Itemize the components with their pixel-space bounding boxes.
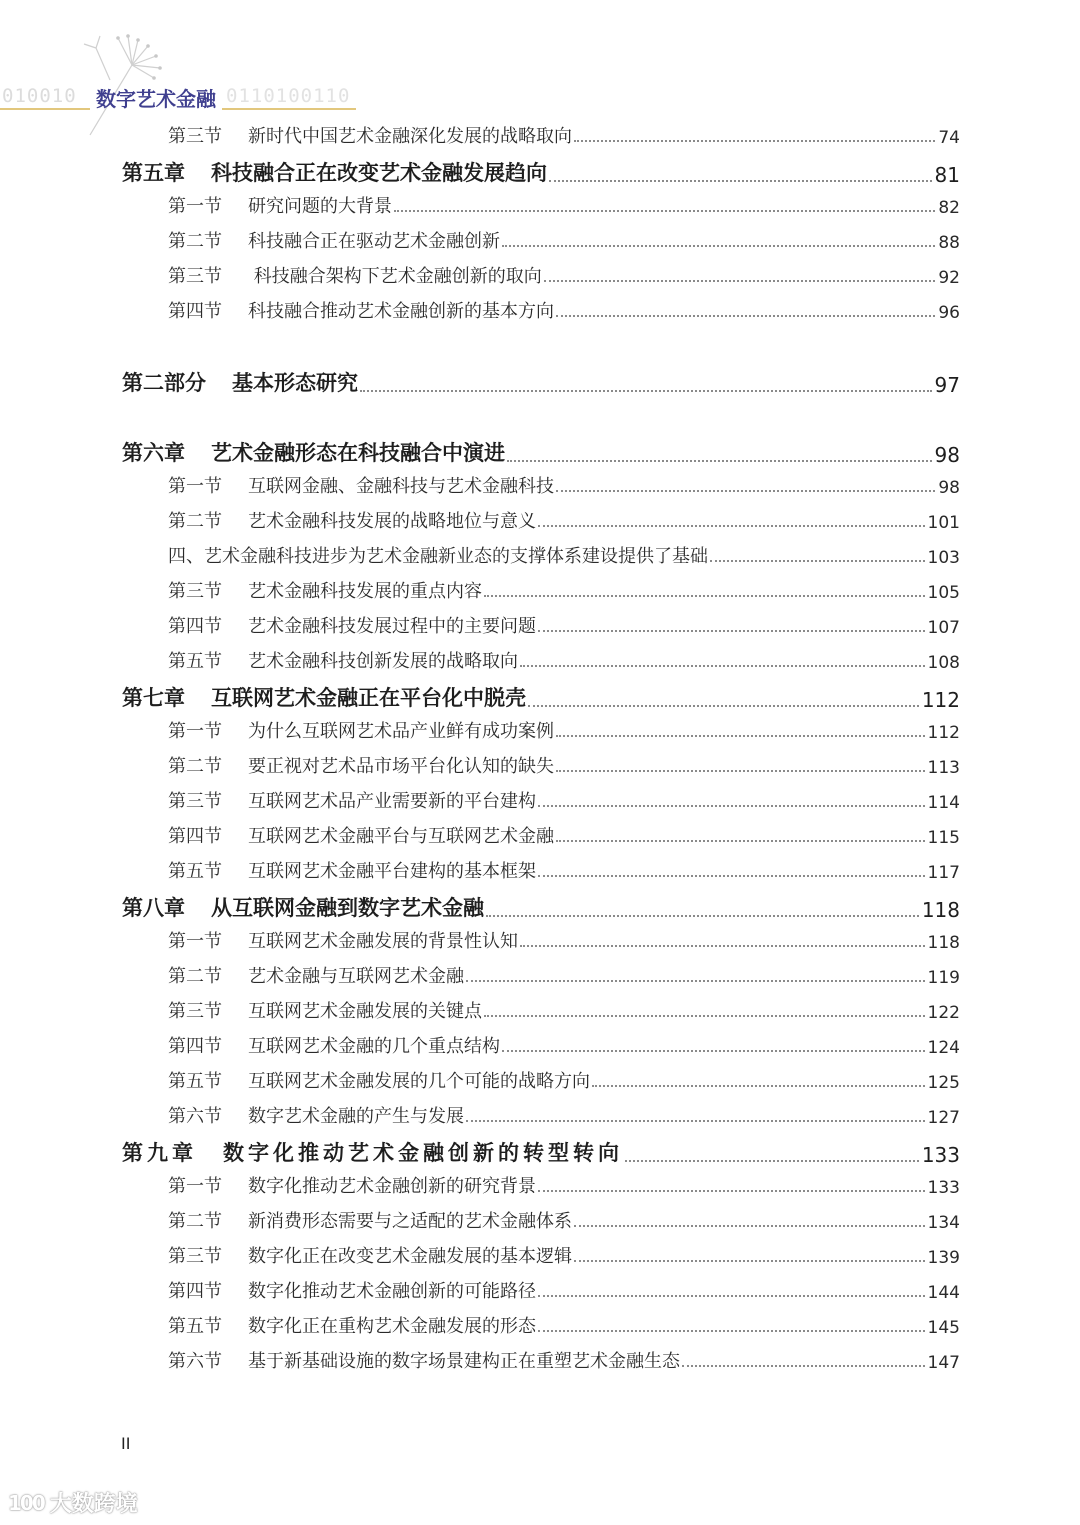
toc-chapter-entry[interactable] <box>122 1137 960 1167</box>
toc-section-entry[interactable] <box>168 962 960 988</box>
toc-page-number: 98 <box>934 443 960 467</box>
dot-leader <box>544 280 936 282</box>
section-label: 第三节 <box>168 791 222 812</box>
section-title: 研究问题的大背景 <box>248 196 392 217</box>
dot-leader <box>556 770 925 772</box>
toc-section-entry[interactable] <box>168 192 960 218</box>
toc-page-number: 119 <box>927 968 960 988</box>
section-label: 第六节 <box>168 1106 222 1127</box>
dot-leader <box>502 245 935 247</box>
toc-page-number: 122 <box>927 1003 960 1023</box>
dot-leader <box>538 630 925 632</box>
section-title: 基于新基础设施的数字场景建构正在重塑艺术金融生态 <box>248 1351 680 1372</box>
toc-entry-text <box>168 227 500 253</box>
toc-page-number: 97 <box>934 373 960 397</box>
dot-leader <box>710 560 925 562</box>
section-title: 新时代中国艺术金融深化发展的战略取向 <box>248 126 572 147</box>
header-rule-left <box>0 108 90 110</box>
section-label: 第四节 <box>168 1036 222 1057</box>
section-title: 艺术金融与互联网艺术金融 <box>248 966 464 987</box>
toc-page-number: 101 <box>927 513 960 533</box>
toc-section-entry[interactable] <box>168 1032 960 1058</box>
toc-section-entry[interactable] <box>168 647 960 673</box>
dot-leader <box>574 1225 925 1227</box>
toc-section-entry[interactable] <box>168 857 960 883</box>
toc-section-entry[interactable] <box>168 577 960 603</box>
section-label: 第三节 <box>168 266 222 287</box>
section-title: 艺术金融科技发展过程中的主要问题 <box>248 616 536 637</box>
section-label: 第三节 <box>168 1246 222 1267</box>
toc-section-entry[interactable] <box>168 787 960 813</box>
section-label: 第一节 <box>168 476 222 497</box>
toc-page-number: 112 <box>927 723 960 743</box>
toc-entry-text <box>168 262 542 288</box>
chapter-title: 从互联网金融到数字艺术金融 <box>211 896 484 920</box>
toc-entry-text <box>168 1242 572 1268</box>
toc-page-number: 134 <box>927 1213 960 1233</box>
toc-entry-text <box>122 682 526 712</box>
section-title: 艺术金融科技发展的战略地位与意义 <box>248 511 536 532</box>
watermark-text: 大数跨境 <box>49 1492 138 1517</box>
chapter-title: 互联网艺术金融正在平台化中脱壳 <box>211 686 526 710</box>
section-label: 第二节 <box>168 231 222 252</box>
toc-entry-text <box>168 1032 500 1058</box>
toc-section-entry[interactable] <box>168 1207 960 1233</box>
toc-page-number: 105 <box>927 583 960 603</box>
toc-section-entry[interactable] <box>168 1242 960 1268</box>
toc-entry-text <box>122 1137 623 1167</box>
chapter-label: 第六章 <box>122 441 185 465</box>
toc-page-number: 117 <box>927 863 960 883</box>
dot-leader <box>484 595 925 597</box>
watermark <box>8 1487 138 1518</box>
section-label: 第三节 <box>168 1001 222 1022</box>
toc-section-entry[interactable] <box>168 997 960 1023</box>
toc-section-entry[interactable] <box>168 262 960 288</box>
dot-leader <box>556 840 925 842</box>
section-label: 第六节 <box>168 1351 222 1372</box>
section-label: 第三节 <box>168 581 222 602</box>
section-label: 第一节 <box>168 1176 222 1197</box>
toc-entry-text <box>168 192 392 218</box>
section-title: 新消费形态需要与之适配的艺术金融体系 <box>248 1211 572 1232</box>
toc-entry-text <box>168 297 554 323</box>
toc-entry-text <box>168 997 482 1023</box>
dot-leader <box>520 665 925 667</box>
section-label: 第三节 <box>168 126 222 147</box>
toc-chapter-entry[interactable] <box>122 437 960 467</box>
section-title: 数字化推动艺术金融创新的研究背景 <box>248 1176 536 1197</box>
toc-section-entry[interactable] <box>168 122 960 148</box>
toc-section-entry[interactable] <box>168 472 960 498</box>
toc-section-entry[interactable] <box>168 612 960 638</box>
dot-leader <box>556 490 935 492</box>
toc-entry-text <box>168 1347 680 1373</box>
toc-page-number: 124 <box>927 1038 960 1058</box>
toc-chapter-entry[interactable] <box>122 367 960 397</box>
dot-leader <box>538 1190 925 1192</box>
dot-leader <box>682 1365 925 1367</box>
running-header <box>0 30 450 120</box>
section-title: 互联网艺术金融发展的几个可能的战略方向 <box>248 1071 590 1092</box>
section-title: 为什么互联网艺术品产业鲜有成功案例 <box>248 721 554 742</box>
toc-entry-text <box>168 577 482 603</box>
chapter-title: 艺术金融形态在科技融合中演进 <box>211 441 505 465</box>
section-title: 四、艺术金融科技进步为艺术金融新业态的支撑体系建设提供了基础 <box>168 546 708 567</box>
toc-section-entry[interactable] <box>168 1102 960 1128</box>
section-title: 互联网艺术品产业需要新的平台建构 <box>248 791 536 812</box>
toc-entry-text <box>168 122 572 148</box>
section-title: 科技融合推动艺术金融创新的基本方向 <box>248 301 554 322</box>
header-rule-right <box>222 108 356 110</box>
toc-entry-text <box>168 857 536 883</box>
chapter-label: 第七章 <box>122 686 185 710</box>
section-label: 第五节 <box>168 861 222 882</box>
section-title: 科技融合正在驱动艺术金融创新 <box>248 231 500 252</box>
toc-section-entry[interactable] <box>168 1067 960 1093</box>
chapter-title: 科技融合正在改变艺术金融发展趋向 <box>211 161 547 185</box>
toc-section-entry[interactable] <box>168 1347 960 1373</box>
toc-section-entry[interactable] <box>168 752 960 778</box>
toc-page-number: 108 <box>927 653 960 673</box>
binary-decoration-right: 0110100110 <box>226 85 351 107</box>
section-title: 数字化正在改变艺术金融发展的基本逻辑 <box>248 1246 572 1267</box>
toc-entry-text <box>168 787 536 813</box>
section-title: 科技融合架构下艺术金融创新的取向 <box>248 266 542 287</box>
toc-entry-text <box>168 1207 572 1233</box>
toc-section-entry[interactable] <box>168 717 960 743</box>
section-label: 第五节 <box>168 1071 222 1092</box>
section-label: 第一节 <box>168 721 222 742</box>
toc-page-number: 81 <box>934 163 960 187</box>
dot-leader <box>466 980 925 982</box>
section-label: 第二节 <box>168 511 222 532</box>
dot-leader <box>520 945 925 947</box>
toc-chapter-entry[interactable] <box>122 157 960 187</box>
section-title: 互联网艺术金融平台与互联网艺术金融 <box>248 826 554 847</box>
binary-decoration-left: 010010 <box>2 85 77 107</box>
section-title: 互联网艺术金融发展的背景性认知 <box>248 931 518 952</box>
toc-entry-text <box>168 822 554 848</box>
toc-page-number: 113 <box>927 758 960 778</box>
section-title: 互联网艺术金融平台建构的基本框架 <box>248 861 536 882</box>
toc-page-number: 147 <box>927 1353 960 1373</box>
toc-page-number: 125 <box>927 1073 960 1093</box>
section-label: 第四节 <box>168 616 222 637</box>
toc-page-number: 88 <box>938 233 960 253</box>
dot-leader <box>592 1085 925 1087</box>
section-label: 第一节 <box>168 196 222 217</box>
section-label: 第二节 <box>168 1211 222 1232</box>
dot-leader <box>549 180 932 182</box>
chapter-label: 第八章 <box>122 896 185 920</box>
toc-entry-text <box>168 962 464 988</box>
section-title: 数字化推动艺术金融创新的可能路径 <box>248 1281 536 1302</box>
dot-leader <box>538 805 925 807</box>
toc-page-number: 96 <box>938 303 960 323</box>
toc-entry-text <box>168 612 536 638</box>
section-label: 第四节 <box>168 1281 222 1302</box>
toc-entry-text <box>168 1102 464 1128</box>
dot-leader <box>556 315 935 317</box>
toc-entry-text <box>168 472 554 498</box>
chapter-label: 第五章 <box>122 161 185 185</box>
section-title: 互联网金融、金融科技与艺术金融科技 <box>248 476 554 497</box>
toc-section-entry[interactable] <box>168 927 960 953</box>
toc-page-number: 144 <box>927 1283 960 1303</box>
dot-leader <box>360 390 932 392</box>
toc-page-number: 118 <box>927 933 960 953</box>
chapter-title: 数字化推动艺术金融创新的转型转向 <box>223 1141 623 1165</box>
toc-section-entry[interactable] <box>168 1312 960 1338</box>
dot-leader <box>538 525 925 527</box>
toc-entry-text <box>168 647 518 673</box>
section-label: 第五节 <box>168 1316 222 1337</box>
toc-entry-text <box>168 927 518 953</box>
dot-leader <box>556 735 925 737</box>
section-title: 数字艺术金融的产生与发展 <box>248 1106 464 1127</box>
toc-entry-text <box>122 157 547 187</box>
toc-chapter-entry[interactable] <box>122 682 960 712</box>
section-label: 第五节 <box>168 651 222 672</box>
toc-entry-text <box>168 1277 536 1303</box>
book-title: 数字艺术金融 <box>96 87 216 111</box>
dot-leader <box>466 1120 925 1122</box>
toc-chapter-entry[interactable] <box>122 892 960 922</box>
toc-entry-text <box>168 542 708 568</box>
watermark-logo-icon: 100 <box>8 1490 44 1515</box>
dot-leader <box>574 140 935 142</box>
chapter-label: 第二部分 <box>122 371 206 395</box>
toc-page-number: 133 <box>927 1178 960 1198</box>
toc-section-entry[interactable] <box>168 542 960 568</box>
toc-page-number: 92 <box>938 268 960 288</box>
toc-entry-text <box>168 1172 536 1198</box>
section-label: 第四节 <box>168 301 222 322</box>
toc-page-number: 139 <box>927 1248 960 1268</box>
toc-page-number: 114 <box>927 793 960 813</box>
toc-entry-text <box>122 437 505 467</box>
toc-entry-text <box>168 1312 536 1338</box>
chapter-label: 第九章 <box>122 1141 197 1165</box>
toc-entry-text <box>122 367 358 397</box>
toc-page-number: 103 <box>927 548 960 568</box>
section-label: 第一节 <box>168 931 222 952</box>
toc-page-number: 115 <box>927 828 960 848</box>
toc-section-entry[interactable] <box>168 1172 960 1198</box>
dot-leader <box>502 1050 925 1052</box>
dot-leader <box>625 1160 919 1162</box>
page-number: II <box>121 1434 131 1453</box>
toc-page-number: 118 <box>921 898 960 922</box>
chapter-title: 基本形态研究 <box>232 371 358 395</box>
dot-leader <box>538 875 925 877</box>
dot-leader <box>528 705 919 707</box>
section-title: 互联网艺术金融的几个重点结构 <box>248 1036 500 1057</box>
toc-section-entry[interactable] <box>168 822 960 848</box>
toc-section-entry[interactable] <box>168 1277 960 1303</box>
toc-section-entry[interactable] <box>168 507 960 533</box>
section-label: 第二节 <box>168 756 222 777</box>
toc-page-number: 74 <box>938 128 960 148</box>
section-title: 要正视对艺术品市场平台化认知的缺失 <box>248 756 554 777</box>
dot-leader <box>484 1015 925 1017</box>
dot-leader <box>394 210 935 212</box>
toc-page-number: 82 <box>938 198 960 218</box>
section-title: 互联网艺术金融发展的关键点 <box>248 1001 482 1022</box>
toc-section-entry[interactable] <box>168 227 960 253</box>
toc-section-entry[interactable] <box>168 297 960 323</box>
toc-entry-text <box>168 507 536 533</box>
toc-entry-text <box>168 752 554 778</box>
dot-leader <box>507 460 932 462</box>
toc-page-number: 107 <box>927 618 960 638</box>
dot-leader <box>538 1330 925 1332</box>
toc-page-number: 145 <box>927 1318 960 1338</box>
toc-page-number: 112 <box>921 688 960 712</box>
toc-page-number: 133 <box>921 1143 960 1167</box>
toc-entry-text <box>122 892 484 922</box>
section-label: 第二节 <box>168 966 222 987</box>
section-title: 数字化正在重构艺术金融发展的形态 <box>248 1316 536 1337</box>
toc-entry-text <box>168 717 554 743</box>
toc-entry-text <box>168 1067 590 1093</box>
dot-leader <box>538 1295 925 1297</box>
dot-leader <box>486 915 919 917</box>
toc-page-number: 98 <box>938 478 960 498</box>
dot-leader <box>574 1260 925 1262</box>
section-title: 艺术金融科技创新发展的战略取向 <box>248 651 518 672</box>
section-title: 艺术金融科技发展的重点内容 <box>248 581 482 602</box>
toc-page-number: 127 <box>927 1108 960 1128</box>
section-label: 第四节 <box>168 826 222 847</box>
